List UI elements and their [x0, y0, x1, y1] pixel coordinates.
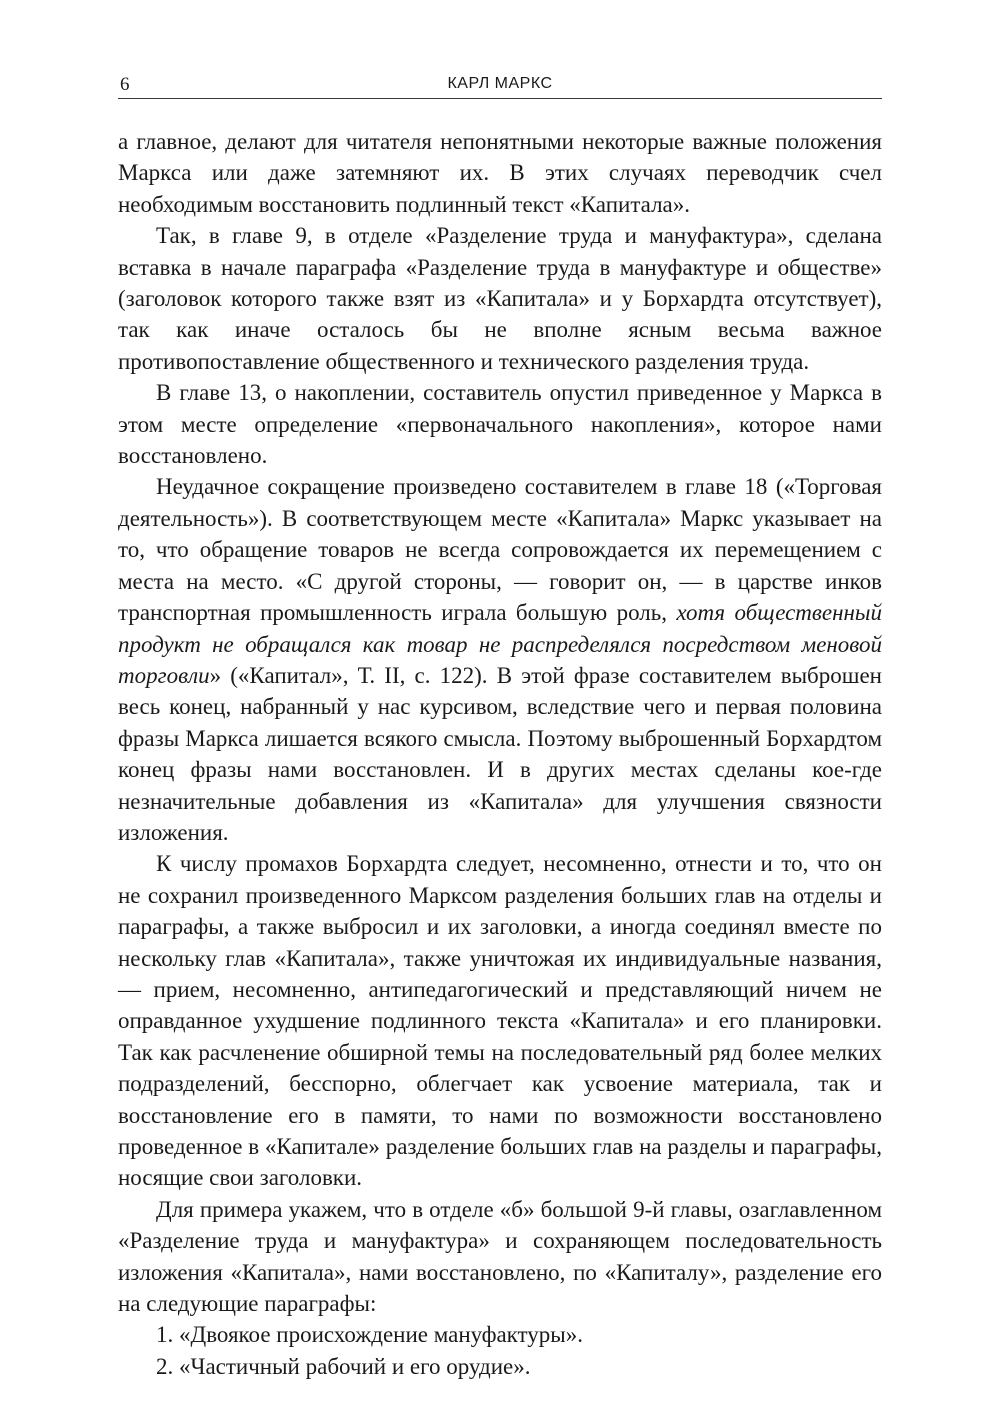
paragraph-text: » («Капитал», Т. II, с. 122). В этой фразе составителем выброшен весь конец, набранный у нас курсивом, вследствие чего и первая половина фразы Маркса лишается всякого смысла. Поэтому выброшенный Борхардтом конец фразы нами восстановлен. И в других местах сделаны кое-где незначительные добавления из «Капитала» для улучшения связности изложения. [118, 662, 882, 845]
paragraph: а главное, делают для читателя непонятными некоторые важные положения Маркса или даже затемняют их. В этих случаях переводчик счел необходимым восстановить подлинный текст «Капитала». [118, 129, 882, 217]
paragraph: К числу промахов Борхардта следует, несомненно, отнести и то, что он не сохранил произведенного Марксом разделения больших глав на отделы и параграфы, а также выбросил и их заголовки, а иногда соединял вместе по нескольку глав «Капитала», также уничтожая их индивидуальные названия, — прием, несомненно, антипедагогический и представляющий ничем не оправданное ухудшение подлинного текста «Капитала» и его планировки. Так как расчленение обширной темы на последовательный ряд более мелких подразделений, бесспорно, облегчает как усвоение материала, так и восстановление его в памяти, то нами по возможности восстановлено проведенное в «Капитале» разделение больших глав на разделы и параграфы, носящие свои заголовки. [118, 851, 882, 1191]
paragraph: Так, в главе 9, в отделе «Разделение труда и мануфактура», сделана вставка в начале параграфа «Разделение труда в мануфактуре и обществе» (заголовок которого также взят из «Капитала» и у Борхардта отсутствует), так как иначе осталось бы не вполне ясным весьма важное противопоставление общественного и технического разделения труда. [118, 223, 882, 374]
body-text [118, 126, 882, 1382]
paragraph-text: Неудачное сокращение произведено составителем в главе 18 («Торговая деятельность»). В соответствующем месте «Капитала» Маркс указывает на то, что обращение товаров не всегда сопровождается их перемещением с места на место. «С другой стороны, — говорит он, — в царстве инков транспортная промышленность играла большую роль, [118, 474, 882, 626]
running-title: КАРЛ МАРКС [447, 75, 553, 92]
running-header [118, 70, 882, 99]
list-item: 2. «Частичный рабочий и его орудие». [156, 1353, 531, 1379]
page-number: 6 [120, 74, 130, 95]
paragraph: В главе 13, о накоплении, составитель опустил приведенное у Маркса в этом месте определение «первоначального накопления», которое нами восстановлено. [118, 380, 882, 469]
paragraph: Для примера укажем, что в отделе «б» большой 9-й главы, озаглавленном «Разделение труда и мануфактура» и сохраняющем последовательность изложения «Капитала», нами восстановлено, по «Капиталу», разделение его на следующие параграфы: [118, 1196, 882, 1317]
italic-quote: хотя общественный продукт не обращался как товар не распределялся посредством меновой торговли [118, 600, 883, 688]
list-item: 1. «Двоякое происхождение мануфактуры». [156, 1322, 584, 1348]
paragraph [118, 471, 882, 848]
